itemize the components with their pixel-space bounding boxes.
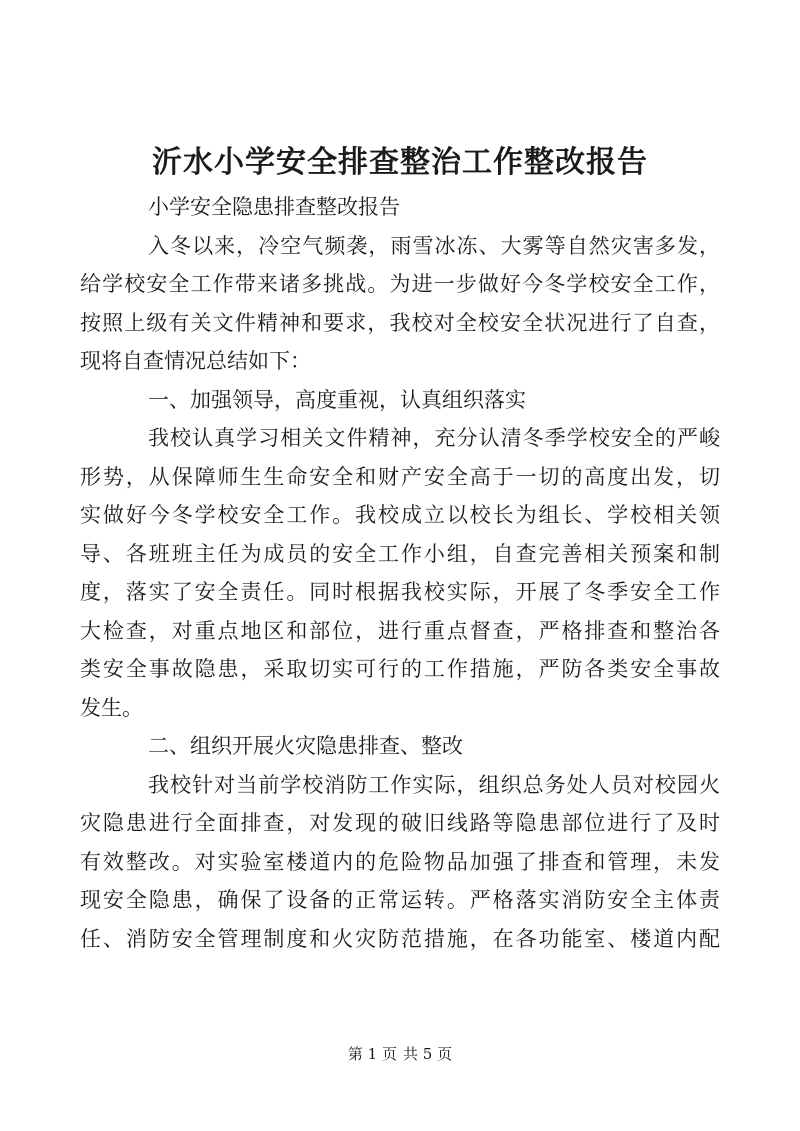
page-footer bbox=[0, 1044, 800, 1064]
paragraph-line: 导、各班班主任为成员的安全工作小组，自查完善相关预案和制 bbox=[80, 541, 720, 566]
paragraph-line: 有效整改。对实验室楼道内的危险物品加强了排查和管理，未发 bbox=[80, 849, 720, 874]
paragraph-line: 灾隐患进行全面排查，对发现的破旧线路等隐患部位进行了及时 bbox=[80, 811, 720, 835]
paragraph-line: 现安全隐患，确保了设备的正常运转。严格落实消防安全主体责 bbox=[80, 888, 720, 912]
page-total: 共 5 页 bbox=[403, 1045, 453, 1063]
paragraph-line: 任、消防安全管理制度和火灾防范措施，在各功能室、楼道内配 bbox=[80, 926, 720, 951]
paragraph-line: 入冬以来，冷空气频袭，雨雪冰冻、大雾等自然灾害多发， bbox=[148, 233, 720, 258]
paragraph-line: 给学校安全工作带来诸多挑战。为进一步做好今冬学校安全工作， bbox=[80, 272, 720, 296]
section-heading: 二、组织开展火灾隐患排查、整改 bbox=[148, 734, 463, 758]
paragraph-line: 度，落实了安全责任。同时根据我校实际，开展了冬季安全工作 bbox=[80, 580, 720, 604]
paragraph-line: 类安全事故隐患，采取切实可行的工作措施，严防各类安全事故 bbox=[80, 657, 720, 681]
paragraph-line: 发生。 bbox=[80, 695, 143, 720]
paragraph-line: 实做好今冬学校安全工作。我校成立以校长为组长、学校相关领 bbox=[80, 503, 720, 527]
section-heading: 一、加强领导，高度重视，认真组织落实 bbox=[148, 387, 526, 412]
paragraph-line: 现将自查情况总结如下： bbox=[80, 349, 311, 373]
paragraph-line: 按照上级有关文件精神和要求，我校对全校安全状况进行了自查， bbox=[80, 310, 720, 335]
subtitle-line: 小学安全隐患排查整改报告 bbox=[148, 195, 400, 219]
page-number: 第 1 页 bbox=[347, 1045, 397, 1063]
document-title: 沂水小学安全排查整治工作整改报告 bbox=[152, 145, 648, 180]
paragraph-line: 我校认真学习相关文件精神，充分认清冬季学校安全的严峻 bbox=[148, 426, 720, 450]
paragraph-line: 形势，从保障师生生命安全和财产安全高于一切的高度出发，切 bbox=[80, 464, 720, 489]
document-body bbox=[80, 188, 720, 958]
paragraph-line: 我校针对当前学校消防工作实际，组织总务处人员对校园火 bbox=[148, 772, 720, 797]
paragraph-line: 大检查，对重点地区和部位，进行重点督查，严格排查和整治各 bbox=[80, 618, 720, 643]
